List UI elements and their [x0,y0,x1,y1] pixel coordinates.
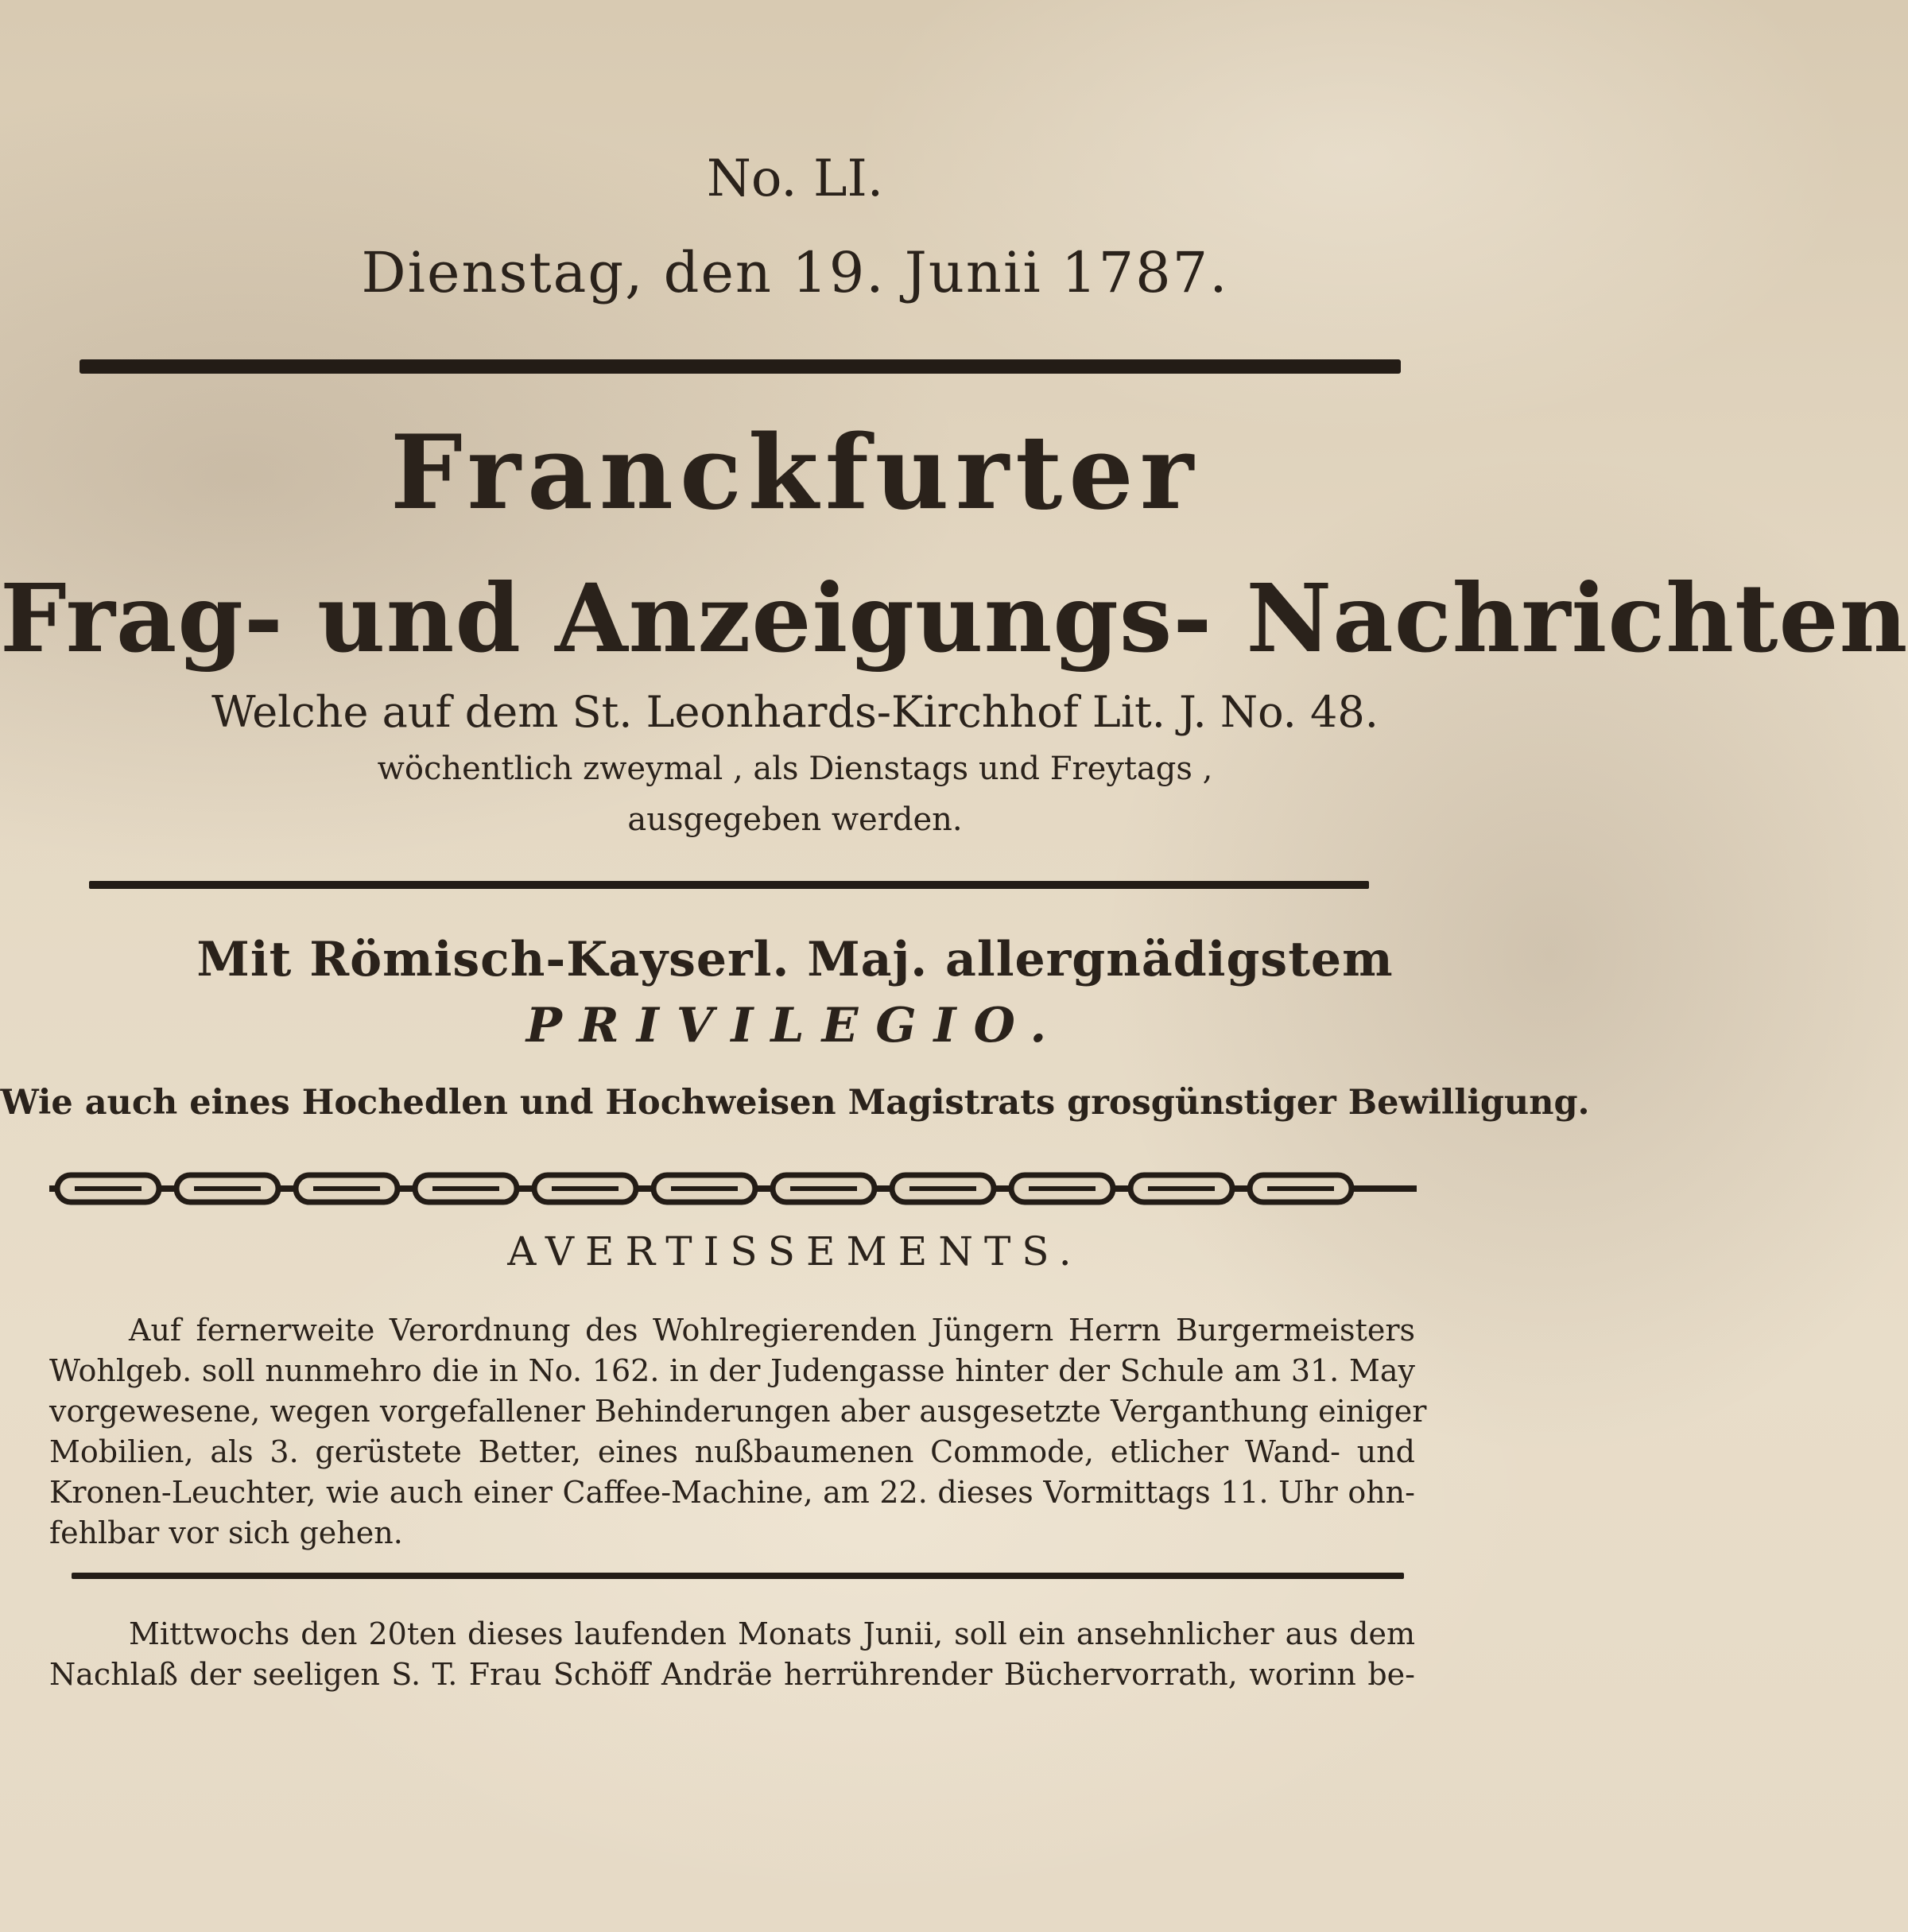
notice-2-line: Nachlaß der seeligen S. T. Frau Schöff Andräe herrührender Büchervorrath, worinn be- [49,1657,1415,1692]
masthead-divider-thin [89,881,1369,889]
notice-1 [49,1310,1427,1554]
masthead-divider-thick [80,359,1401,374]
privilege-line: Mit Römisch-Kayserl. Maj. allergnädigstem [196,932,1394,987]
magistrate-approval-line: Wie auch eines Hochedlen und Hochweisen Magistrats grosgünstiger Bewilligung. [0,1083,1590,1123]
notice-1-line: Kronen-Leuchter, wie auch einer Caffee-Machine, am 22. dieses Vormittags 11. Uhr ohn- [49,1475,1415,1510]
section-heading: AVERTISSEMENTS. [507,1228,1083,1274]
ornamental-chain-divider [49,1169,1417,1208]
newspaper-title-line2: Frag- und Anzeigungs- Nachrichten [0,563,1908,673]
notice-2-line: Mittwochs den 20ten dieses laufenden Monats Junii, soll ein ansehnlicher aus dem [129,1616,1415,1651]
notice-1-line: Auf fernerweite Verordnung des Wohlregierenden Jüngern Herrn Burgermeisters [129,1313,1415,1348]
notice-1-line: Mobilien, als 3. gerüstete Better, eines nußbaumenen Commode, etlicher Wand- und [49,1434,1415,1469]
newspaper-title-line1: Franckfurter [390,413,1200,533]
issue-date: Dienstag, den 19. Junii 1787. [361,240,1229,305]
privilege-title: PRIVILEGIO. [525,998,1065,1053]
notice-2 [49,1614,1415,1695]
notice-1-line: fehlbar vor sich gehen. [49,1515,403,1550]
publisher-address: Welche auf dem St. Leonhards-Kirchhof Lit. J. No. 48. [211,687,1379,737]
notice-1-line: Wohlgeb. soll nunmehro die in No. 162. in der Judengasse hinter der Schule am 31. May [49,1353,1415,1388]
notice-divider [72,1573,1404,1579]
publication-frequency: wöchentlich zweymal , als Dienstags und Freytags , [377,751,1213,787]
issue-number: No. LI. [706,149,884,208]
publication-note: ausgegeben werden. [627,801,963,838]
notice-1-line: vorgewesene, wegen vorgefallener Behinderungen aber ausgesetzte Verganthung einiger [49,1394,1427,1429]
